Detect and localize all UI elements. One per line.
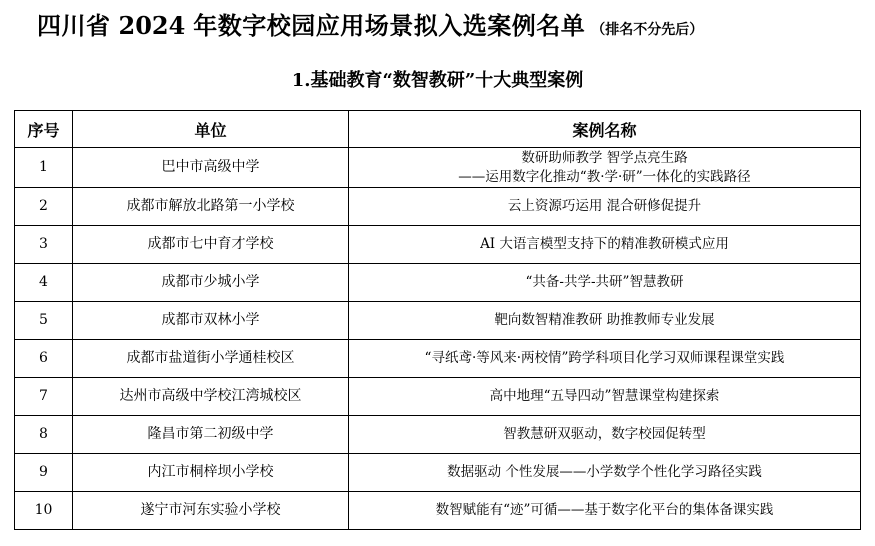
header-unit: 单位	[73, 111, 349, 148]
case-name-line: 高中地理“五导四动”智慧课堂构建探索	[489, 388, 720, 404]
row-case-name	[349, 492, 861, 530]
row-number: 8	[15, 416, 73, 454]
row-unit: 成都市七中育才学校	[73, 226, 349, 264]
row-case-name	[349, 454, 861, 492]
row-case-name	[349, 340, 861, 378]
section-title: 1.基础教育“数智教研”十大典型案例	[291, 70, 584, 91]
row-number: 5	[15, 302, 73, 340]
case-name-line: 数据驱动 个性发展——小学数学个性化学习路径实践	[447, 464, 762, 480]
table-row	[15, 302, 861, 340]
row-number: 9	[15, 454, 73, 492]
row-unit: 成都市解放北路第一小学校	[73, 188, 349, 226]
row-number: 4	[15, 264, 73, 302]
header-case-name: 案例名称	[349, 111, 861, 148]
row-unit: 内江市桐梓坝小学校	[73, 454, 349, 492]
case-name-line: AI 大语言模型支持下的精准教研模式应用	[480, 236, 729, 252]
row-number: 2	[15, 188, 73, 226]
table-header-row	[15, 111, 861, 148]
row-case-name	[349, 226, 861, 264]
title-note: （排名不分先后）	[591, 22, 704, 38]
row-unit: 成都市少城小学	[73, 264, 349, 302]
title-prefix: 四川省	[37, 12, 111, 40]
table-row	[15, 340, 861, 378]
case-table	[14, 110, 861, 530]
case-name-line: 靶向数智精准教研 助推教师专业发展	[494, 312, 715, 328]
row-unit: 遂宁市河东实验小学校	[73, 492, 349, 530]
table-row	[15, 416, 861, 454]
row-case-name	[349, 148, 861, 188]
row-unit: 成都市双林小学	[73, 302, 349, 340]
row-case-name	[349, 188, 861, 226]
row-case-name	[349, 264, 861, 302]
table-row	[15, 188, 861, 226]
table-row	[15, 378, 861, 416]
row-number: 1	[15, 148, 73, 188]
row-number: 7	[15, 378, 73, 416]
case-name-line: “寻纸鸢·等风来·两校情”跨学科项目化学习双师课程课堂实践	[424, 350, 785, 366]
title-main: 年数字校园应用场景拟入选案例名单	[193, 12, 586, 40]
row-number: 6	[15, 340, 73, 378]
row-case-name	[349, 378, 861, 416]
table-body	[15, 148, 861, 530]
table-row	[15, 492, 861, 530]
row-number: 10	[15, 492, 73, 530]
row-unit: 达州市高级中学校江湾城校区	[73, 378, 349, 416]
row-case-name	[349, 302, 861, 340]
row-number: 3	[15, 226, 73, 264]
table-row	[15, 264, 861, 302]
row-case-name	[349, 416, 861, 454]
table-row	[15, 454, 861, 492]
row-unit: 隆昌市第二初级中学	[73, 416, 349, 454]
case-name-line: ——运用数字化推动“教·学·研”一体化的实践路径	[458, 168, 751, 185]
title-year: 2024	[118, 11, 186, 40]
case-name-line: 智教慧研双驱动，数字校园促转型	[503, 426, 706, 442]
case-name-line: “共备-共学-共研”智慧教研	[525, 274, 684, 290]
case-name-line: 数研助师教学 智学点亮生路	[521, 149, 688, 166]
table-row	[15, 148, 861, 188]
row-unit: 成都市盐道街小学通桂校区	[73, 340, 349, 378]
header-number: 序号	[15, 111, 73, 148]
case-name-line: 云上资源巧运用 混合研修促提升	[507, 198, 702, 214]
document-title	[37, 6, 703, 41]
case-name-line: 数智赋能有“迹”可循——基于数字化平台的集体备课实践	[435, 502, 774, 518]
table-row	[15, 226, 861, 264]
row-unit: 巴中市高级中学	[73, 148, 349, 188]
